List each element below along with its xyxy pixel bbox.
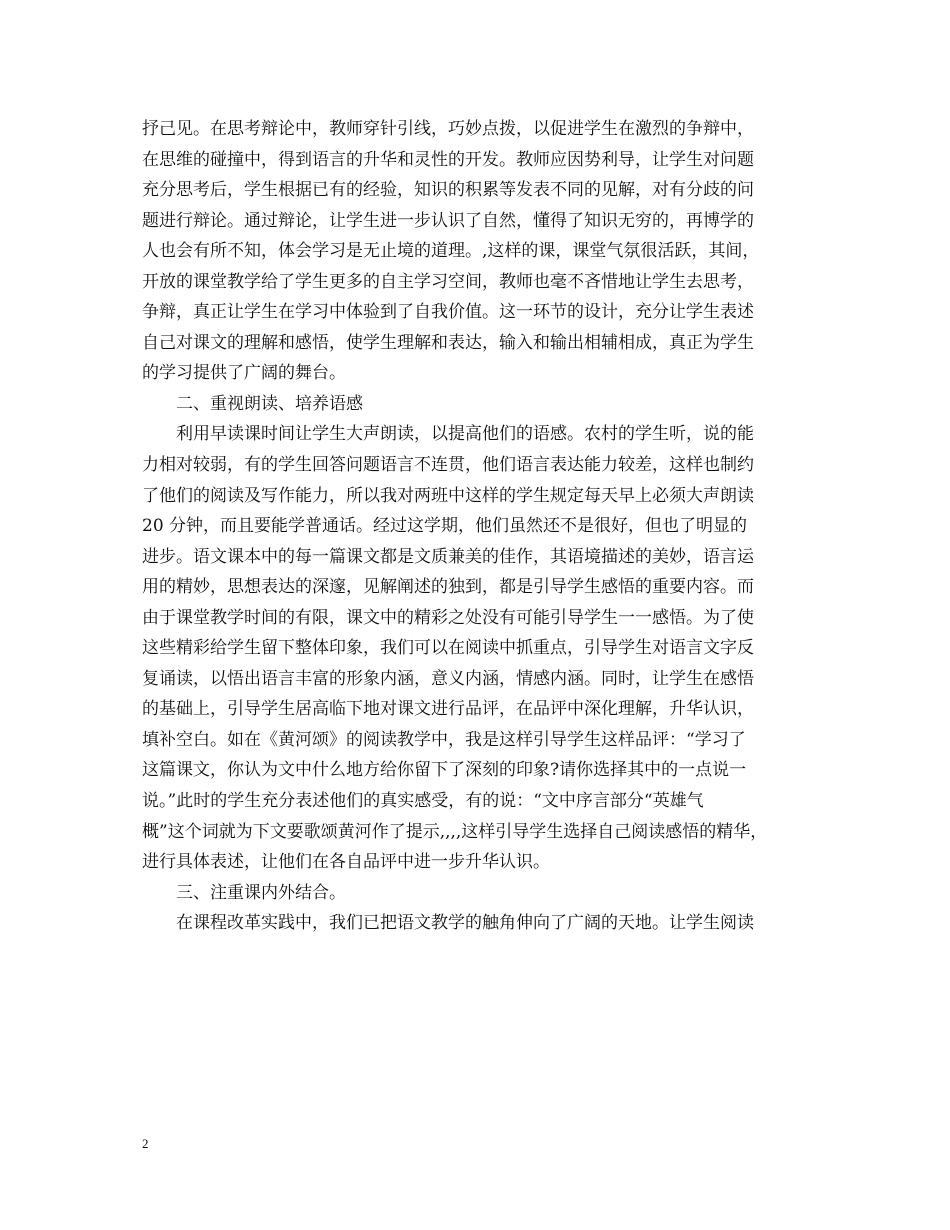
text-line: 的基础上，引导学生居高临下地对课文进行品评，在品评中深化理解，升华认识， — [142, 699, 754, 720]
text-line: 在课程改革实践中，我们已把语文教学的触角伸向了广阔的天地。让学生阅读 — [176, 913, 754, 934]
text-line: 由于课堂教学时间的有限，课文中的精彩之处没有可能引导学生一一感悟。为了使 — [142, 607, 754, 628]
text-line: 利用早读课时间让学生大声朗读，以提高他们的语感。农村的学生听，说的能 — [176, 424, 754, 445]
text-line: 说。”此时的学生充分表述他们的真实感受，有的说：“文中序言部分“英雄气 — [142, 791, 704, 812]
text-line: 用的精妙，思想表达的深邃，见解阐述的独到，都是引导学生感悟的重要内容。而 — [142, 577, 754, 598]
text-line: 的学习提供了广阔的舞台。 — [142, 363, 346, 384]
text-line: 了他们的阅读及写作能力，所以我对两班中这样的学生规定每天早上必须大声朗读 — [142, 485, 754, 506]
text-line: 开放的课堂教学给了学生更多的自主学习空间，教师也毫不吝惜地让学生去思考， — [142, 271, 754, 292]
text-line: 自己对课文的理解和感悟，使学生理解和表达，输入和输出相辅相成，真正为学生 — [142, 332, 754, 353]
text-line: 人也会有所不知，体会学习是无止境的道理。,这样的课，课堂气氛很活跃，其间， — [142, 241, 760, 262]
text-line: 三、注重课内外结合。 — [176, 882, 346, 903]
text-line: 这些精彩给学生留下整体印象，我们可以在阅读中抓重点，引导学生对语言文字反 — [142, 638, 754, 659]
page-number: 2 — [142, 1136, 149, 1151]
text-line: 二、重视朗读、培养语感 — [176, 393, 363, 414]
text-line: 20 分钟，而且要能学普通话。经过这学期，他们虽然还不是很好，但也了明显的 — [142, 516, 748, 537]
text-line: 概”这个词就为下文要歌颂黄河作了提示,,,,这样引导学生选择自己阅读感悟的精华， — [142, 821, 768, 842]
text-line: 进行具体表述，让他们在各自品评中进一步升华认识。 — [142, 852, 550, 873]
text-line: 在思维的碰撞中，得到语言的升华和灵性的开发。教师应因势利导，让学生对问题 — [142, 149, 754, 170]
text-line: 进步。语文课本中的每一篇课文都是文质兼美的佳作，其语境描述的美妙，语言运 — [142, 546, 754, 567]
text-line: 复诵读，以悟出语言丰富的形象内涵，意义内涵，情感内涵。同时，让学生在感悟 — [142, 668, 754, 689]
text-line: 充分思考后，学生根据已有的经验，知识的积累等发表不同的见解，对有分歧的问 — [142, 180, 754, 201]
text-line: 抒己见。在思考辩论中，教师穿针引线，巧妙点拨，以促进学生在激烈的争辩中， — [142, 119, 754, 139]
text-line: 争辩，真正让学生在学习中体验到了自我价值。这一环节的设计，充分让学生表述 — [142, 302, 754, 323]
document-body — [142, 114, 808, 939]
text-line: 题进行辩论。通过辩论，让学生进一步认识了自然，懂得了知识无穷的，再博学的 — [142, 210, 754, 231]
text-line: 填补空白。如在《黄河颂》的阅读教学中，我是这样引导学生这样品评：“学习了 — [142, 729, 746, 750]
text-line: 这篇课文，你认为文中什么地方给你留下了深刻的印象?请你选择其中的一点说一 — [142, 760, 747, 781]
text-line: 力相对较弱，有的学生回答问题语言不连贯，他们语言表达能力较差，这样也制约 — [142, 455, 754, 476]
